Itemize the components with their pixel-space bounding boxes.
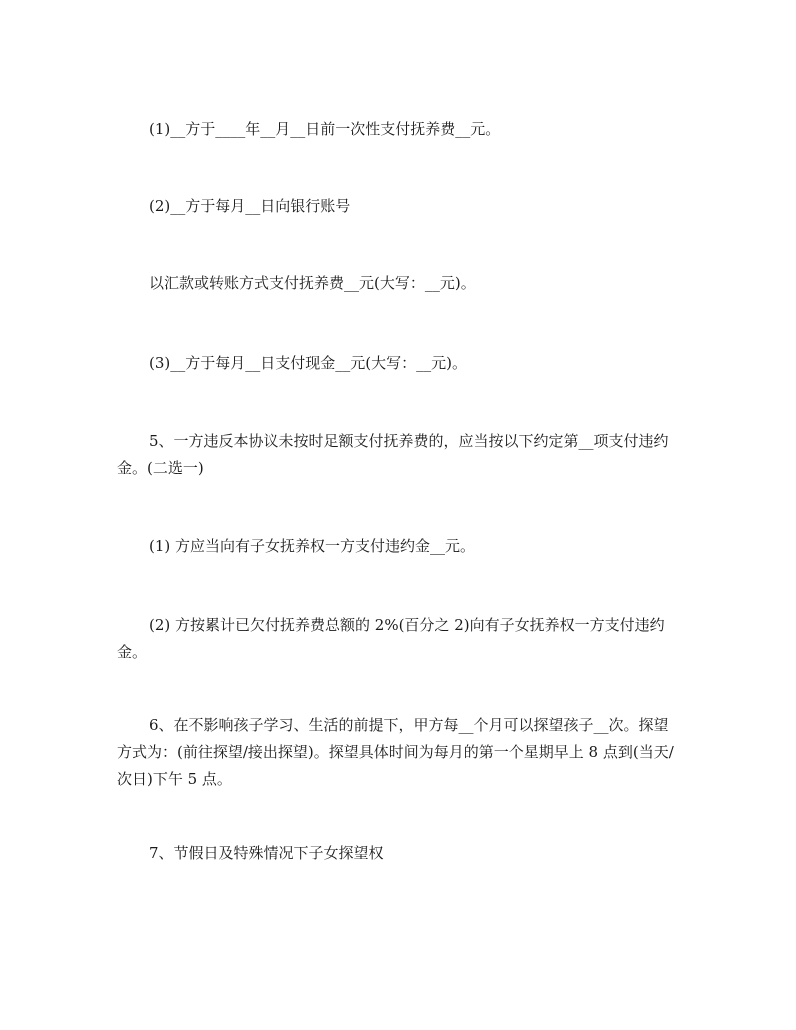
breach-clause-5: 5、一方违反本协议未按时足额支付抚养费的，应当按以下约定第__项支付违约金。(二选一) [117,432,669,477]
payment-clause-2: (2)__方于每月__日向银行账号 [149,197,351,215]
payment-clause-3: (3)__方于每月__日支付现金__元(大写：__元)。 [149,354,467,372]
breach-option-2: (2) 方按累计已欠付抚养费总额的 2%(百分之 2)向有子女抚养权一方支付违约金。 [117,616,665,661]
breach-option-1: (1) 方应当向有子女抚养权一方支付违约金__元。 [149,537,476,555]
holiday-visitation-clause-7: 7、节假日及特殊情况下子女探望权 [149,844,384,862]
payment-clause-2-continued: 以汇款或转账方式支付抚养费__元(大写：__元)。 [149,274,476,292]
payment-clause-1: (1)__方于____年__月__日前一次性支付抚养费__元。 [149,120,501,138]
visitation-clause-6: 6、在不影响孩子学习、生活的前提下，甲方每__个月可以探望孩子__次。探望方式为：(前往探望/接出探望)。探望具体时间为每月的第一个星期早上 8 点到(当天/次日)下午 5 点。 [117,716,674,788]
